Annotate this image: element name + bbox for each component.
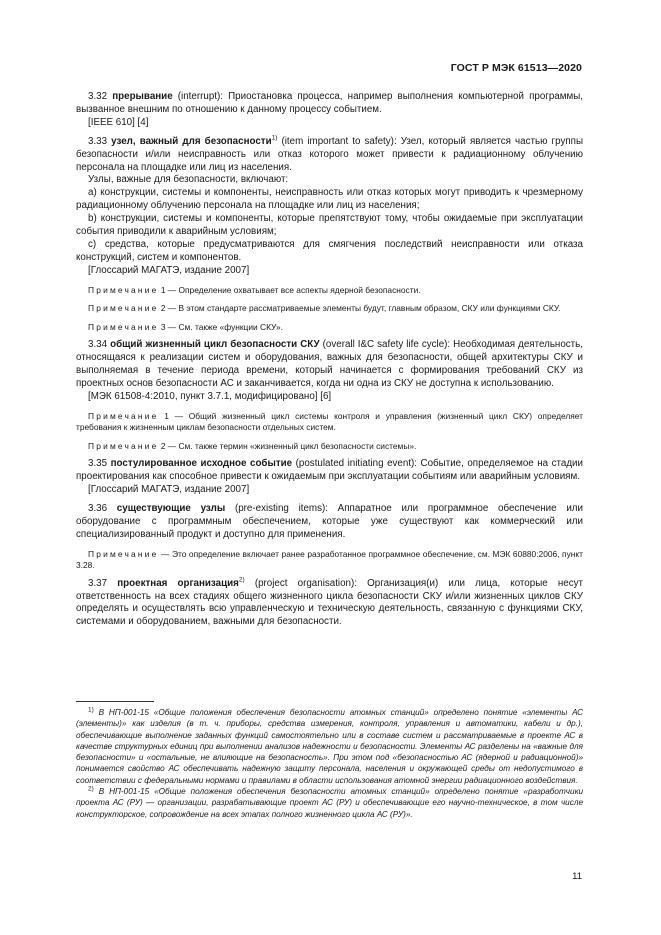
footnote-number: 2) — [88, 785, 94, 793]
paragraph: [IEEE 610] [4] — [88, 116, 149, 128]
term-number: 3.34 — [88, 339, 108, 351]
paragraph: [МЭК 61508-4:2010, пункт 3.7.1, модифицировано] [6] — [88, 390, 332, 402]
paragraph: с) средства, которые предусматриваются для смягчения последствий неисправности или отказа конструкций, систем и компонентов. — [76, 238, 583, 263]
term-name: проектная организация — [117, 577, 239, 589]
paragraph: [Глоссарий МАГАТЭ, издание 2007] — [88, 484, 250, 496]
footnote — [76, 707, 583, 786]
paragraph: b) конструкции, системы и компоненты, которые препятствуют тому, чтобы ожидаемые при эксплуатации события приводили к аварийным условиям; — [76, 213, 583, 238]
term-definition — [76, 578, 583, 630]
term-name: постулированное исходное событие — [110, 458, 293, 470]
note — [76, 411, 583, 434]
term-name: прерывание — [112, 91, 173, 102]
note-label: Примечание — [88, 410, 159, 421]
term-name: общий жизненный цикл безопасности СКУ — [110, 339, 320, 351]
term-definition — [76, 339, 583, 391]
page-number: 11 — [572, 871, 582, 882]
term-definition — [76, 503, 583, 542]
term-number: 3.37 — [88, 577, 108, 589]
document-header: ГОСТ Р МЭК 61513—2020 — [450, 62, 582, 74]
note — [76, 441, 583, 453]
note-text: 3 — См. также «функции СКУ». — [160, 321, 283, 332]
note — [76, 303, 583, 315]
term-number: 3.36 — [88, 502, 108, 514]
term-name: узел, важный для безопасности — [111, 135, 272, 147]
note-label: Примечание — [88, 284, 159, 295]
term-number: 3.32 — [88, 91, 108, 102]
footnotes — [76, 707, 583, 820]
term-body: (item important to safety): Узел, который является частью группы безопасности и/или неисправность или отказ которого может привести к радиационному облучению персонала на площадке или лиц из населения. — [76, 135, 583, 173]
note-text: 2 — В этом стандарте рассматриваемые элементы будут, главным образом, СКУ или функциями СКУ. — [160, 303, 561, 314]
term-body: (postulated initiating event): Событие, определяемое на стадии проектирования как способное привести к ожидаемым при эксплуатации событиям или аварийным условиям. — [76, 458, 583, 483]
term-body: (interrupt): Приостановка процесса, например выполнения компьютерной программы, вызванное внешним по отношению к данному процессу событием. — [76, 91, 583, 115]
term-number: 3.33 — [88, 135, 108, 147]
paragraph: [Глоссарий МАГАТЭ, издание 2007] — [88, 264, 250, 276]
main-content — [76, 91, 583, 629]
footnote-text: В НП-001-15 «Общие положения обеспечения безопасности атомных станций» определено понятие «разработчики проекта АС (РУ) — организации, разрабатывающие проект АС (РУ) и обеспечивающие его научно-техническое, в том числе конструкторское, сопровождение на всех этапах полного жизненного цикла АС (РУ)». — [76, 787, 583, 819]
term-name: существующие узлы — [116, 502, 226, 514]
note-text: — Это определение включает ранее разработанное программное обеспечение, см. МЭК 60880:2006, пункт 3.28. — [76, 548, 583, 571]
note-text: 2 — См. также термин «жизненный цикл безопасности системы». — [160, 440, 417, 451]
term-definition — [76, 458, 583, 484]
footnote-number: 1) — [88, 706, 94, 714]
note-label: Примечание — [88, 440, 159, 451]
note — [76, 549, 583, 572]
term-body: (pre-existing items): Аппаратное или программное обеспечение или оборудование с программным обеспечением, которые уже существуют как коммерческий или специализированный продукт и доступно для применения. — [76, 502, 583, 540]
term-body: (overall I&C safety life cycle): Необходимая деятельность, относящаяся к реализации систем и оборудования, важных для безопасности, общей архитектуры СКУ и выполняемая в течение периода времени, который начинается с формирования требований СКУ из проектных основ безопасности АС и заканчивается, когда ни одна из СКУ не доступна к использованию. — [76, 339, 583, 389]
footnote-divider — [76, 701, 154, 702]
term-definition — [76, 91, 583, 117]
footnote — [76, 786, 583, 820]
footnote-text: В НП-001-15 «Общие положения обеспечения безопасности атомных станций» определено понятие «элементы АС (элементы)» как изделия (в т. ч. приборы, средства измерения, контроля, управления и автоматики, кабели и др.), обеспечивающие выполнение заданных функций самостоятельно или в составе систем и рассматриваемые в проекте АС в качестве структурных единиц при выполнении анализов надежности и безопасности. Элементы АС разделены на «важные для безопасности» и «остальные, не влияющие на безопасность». При этом под «безопасностью АС (ядерной и радиационной)» понимается свойство АС обеспечивать надежную защиту персонала, населения и окружающей среды от недопустимого в соответствии с федеральными нормами и правилами в области использования атомной энергии радиационного воздействия. — [76, 708, 583, 785]
paragraph: а) конструкции, системы и компоненты, неисправность или отказ которых могут приводить к чрезмерному радиационному облучению персонала на площадке или лиц из населения; — [76, 187, 583, 212]
term-number: 3.35 — [88, 458, 108, 470]
note — [76, 285, 583, 297]
note-label: Примечание — [88, 548, 159, 559]
footnote-ref: 2) — [238, 576, 245, 584]
term-body: (project organisation): Организация(и) или лица, которые несут ответственность на всех стадиях общего жизненного цикла безопасности СКУ и/или жизненных циклов СКУ определять и осуществлять всю управленческую и техническую деятельность, связанную с функциями СКУ, системами и оборудованием, важными для безопасности. — [76, 577, 583, 628]
note-text: 1 — Общий жизненный цикл системы контроля и управления (жизненный цикл СКУ) определяет требования к жизненным циклам безопасности отдельных систем. — [76, 410, 584, 433]
term-definition — [76, 136, 583, 175]
note-text: 1 — Определение охватывает все аспекты ядерной безопасности. — [160, 284, 421, 295]
note-label: Примечание — [88, 321, 159, 332]
note-label: Примечание — [88, 303, 159, 314]
footnote-ref: 1) — [271, 134, 278, 142]
note — [76, 322, 583, 334]
paragraph: Узлы, важные для безопасности, включают: — [88, 174, 289, 186]
